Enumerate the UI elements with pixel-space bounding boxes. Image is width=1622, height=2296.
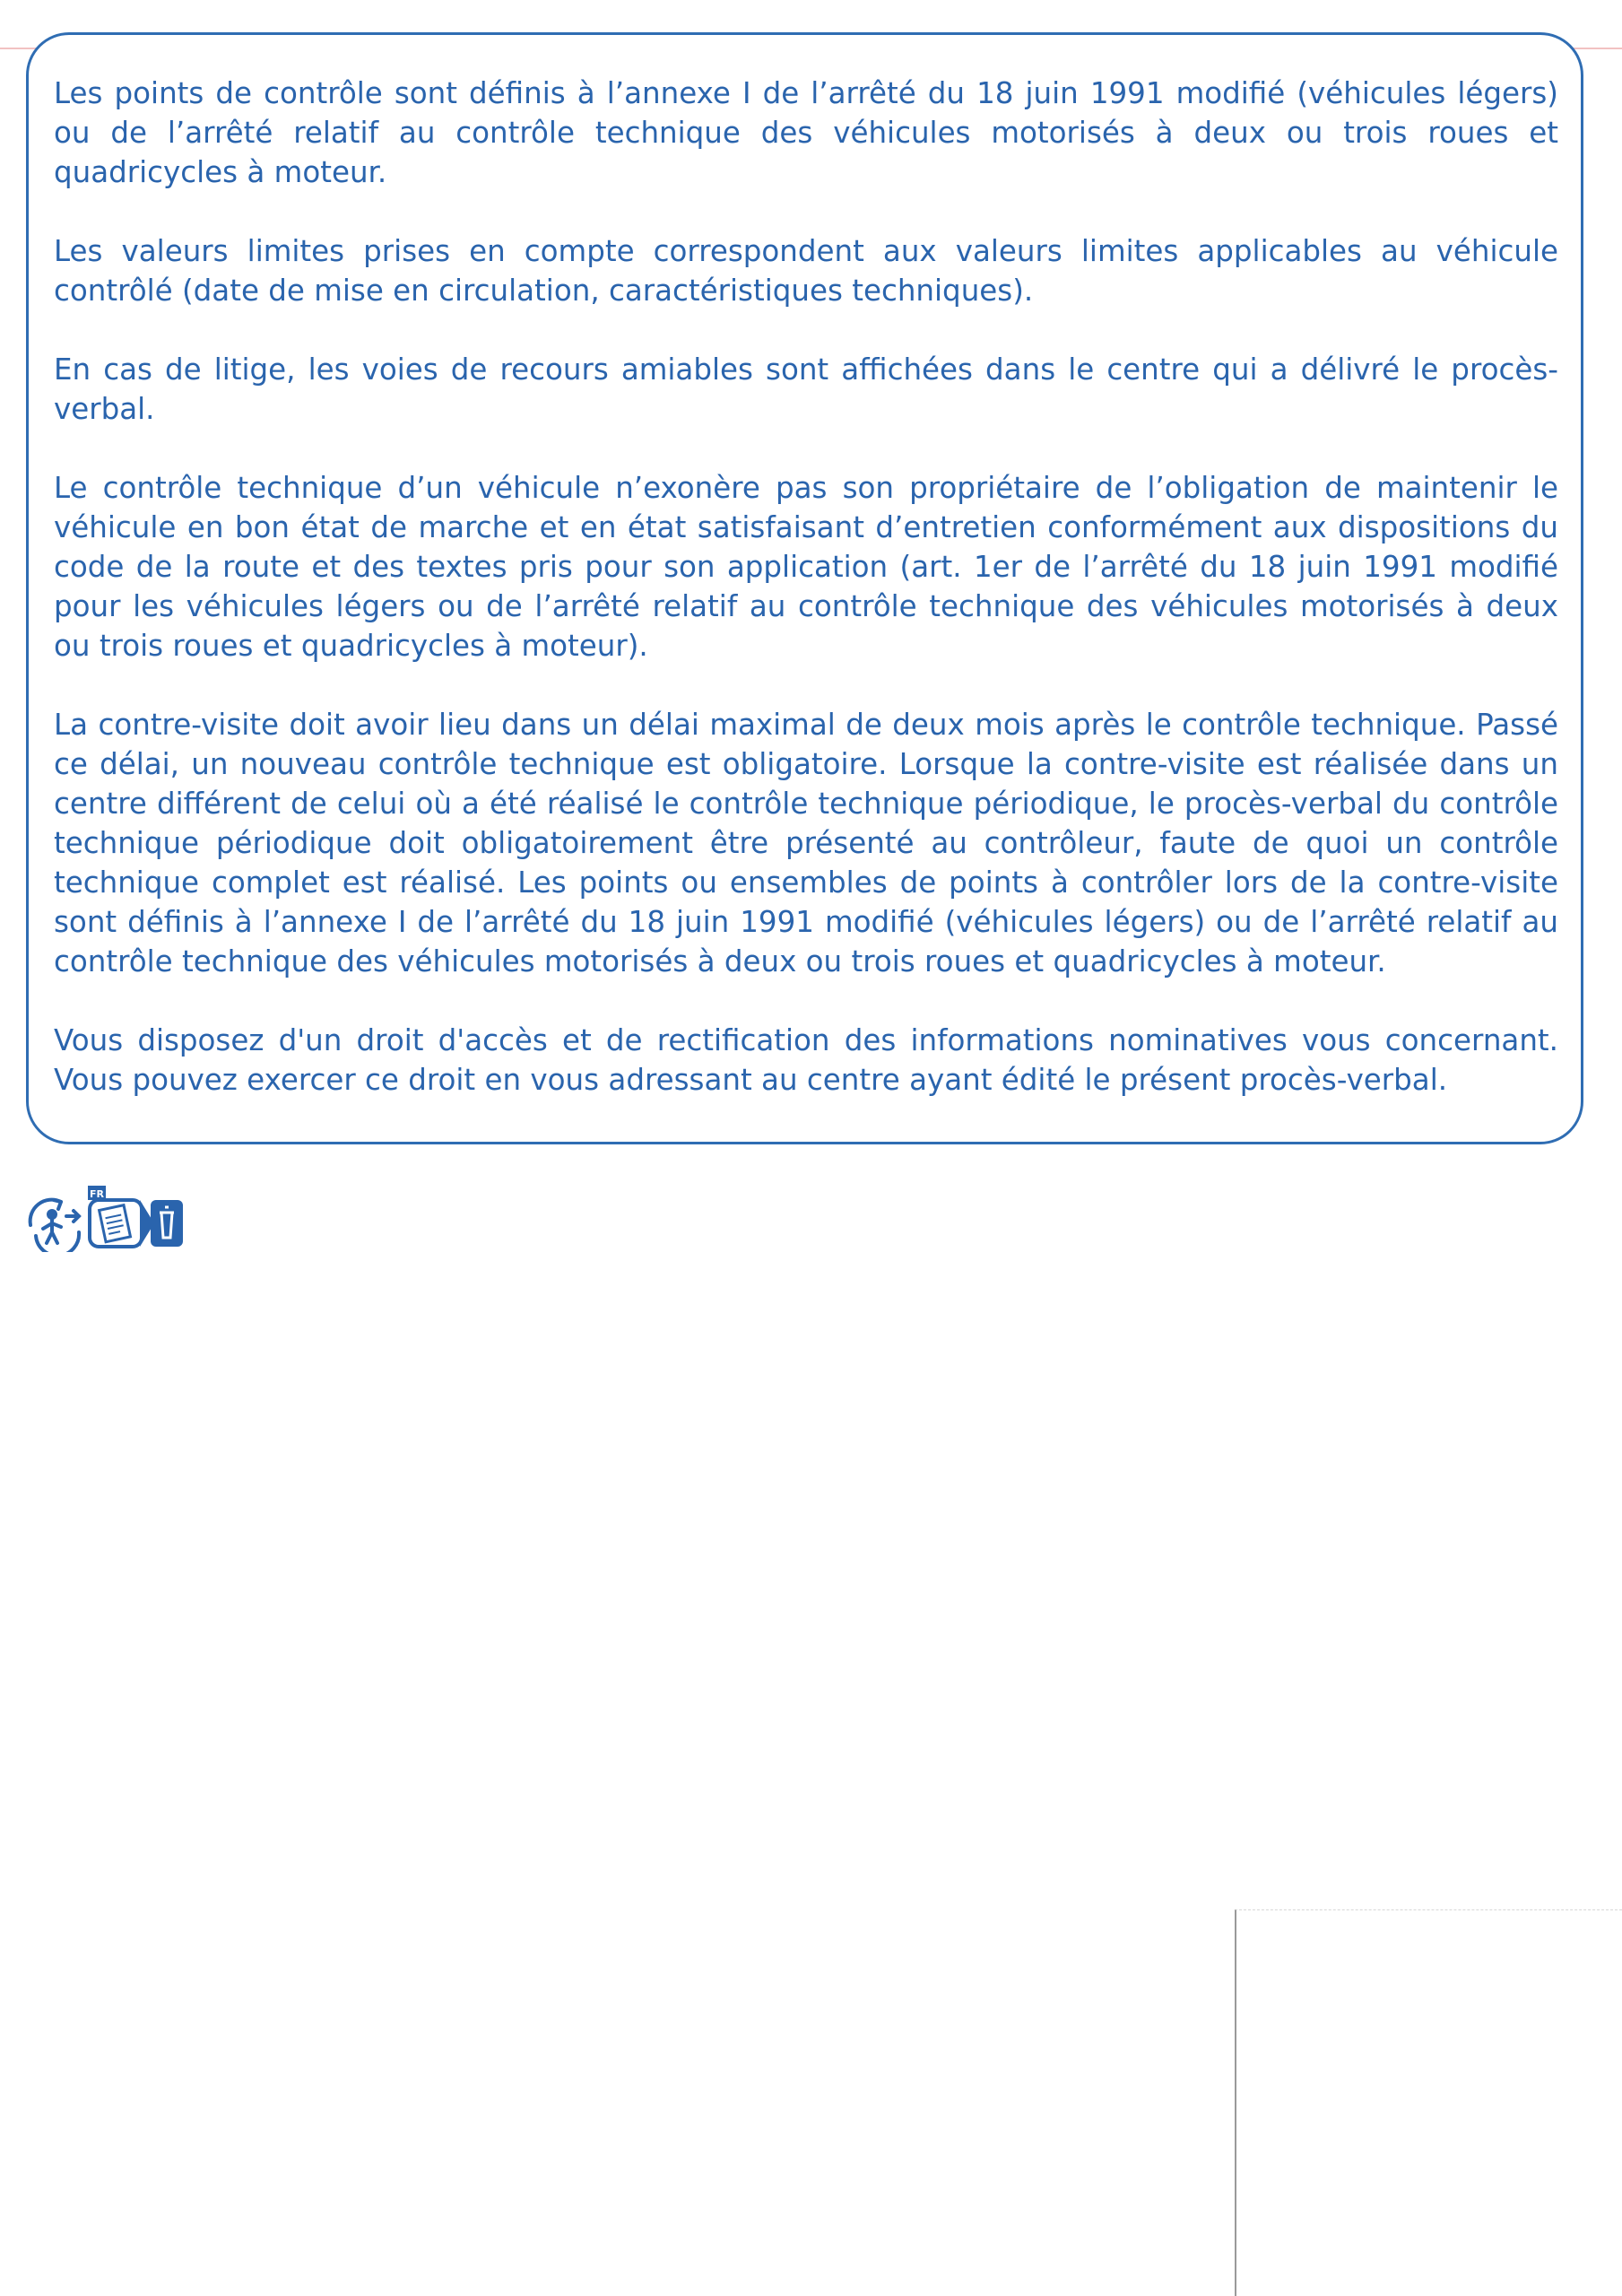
paragraph-control-points: Les points de contrôle sont définis à l’annexe I de l’arrêté du 18 juin 1991 modifié (véhicules légers) ou de l’arrêté relatif au contrôle technique des véhicules motorisés à deux ou trois roues et quadricycles à moteur. (54, 76, 1558, 189)
fr-badge: FR (90, 1188, 104, 1200)
paragraph-counter-visit: La contre-visite doit avoir lieu dans un délai maximal de deux mois après le contrôle technique. Passé ce délai, un nouveau contrôle technique est obligatoire. Lorsque la contre-visite est réalisée dans un centre différent de celui où a été réalisé le contrôle technique périodique, le procès-verbal du contrôle technique périodique doit obligatoirement être présenté au contrôleur, faute de quoi un contrôle technique complet est réalisé. Les points ou ensembles de points à contrôler lors de la contre-visite sont définis à l’annexe I de l’arrêté du 18 juin 1991 modifié (véhicules légers) ou de l’arrêté relatif au contrôle technique des véhicules motorisés à deux ou trois roues et quadricycles à moteur. (54, 708, 1558, 978)
recycling-bin-icon (140, 1200, 183, 1247)
paragraph-limit-values: Les valeurs limites prises en compte correspondent aux valeurs limites applicables au véhicule contrôlé (date de mise en circulation, caractéristiques techniques). (54, 234, 1558, 308)
info-panel-text (54, 74, 1558, 1100)
paragraph-owner-obligation: Le contrôle technique d’un véhicule n’exonère pas son propriétaire de l’obligation de maintenir le véhicule en bon état de marche et en état satisfaisant d’entretien conformément aux dispositions du code de la route et des textes pris pour son application (art. 1er de l’arrêté du 18 juin 1991 modifié pour les véhicules légers ou de l’arrêté relatif au contrôle technique des véhicules motorisés à deux ou trois roues et quadricycles à moteur). (54, 471, 1558, 663)
paragraph-data-rights: Vous disposez d'un droit d'accès et de rectification des informations nominatives vous concernant. Vous pouvez exercer ce droit en vous adressant au centre ayant édité le présent procès-verbal. (54, 1023, 1558, 1097)
paragraph-dispute: En cas de litige, les voies de recours amiables sont affichées dans le centre qui a délivré le procès-verbal. (54, 352, 1558, 426)
triman-icon (30, 1200, 79, 1252)
eco-logos (25, 1180, 186, 1252)
paper-sorting-icon (88, 1186, 142, 1247)
corner-frame (1235, 1909, 1622, 2296)
